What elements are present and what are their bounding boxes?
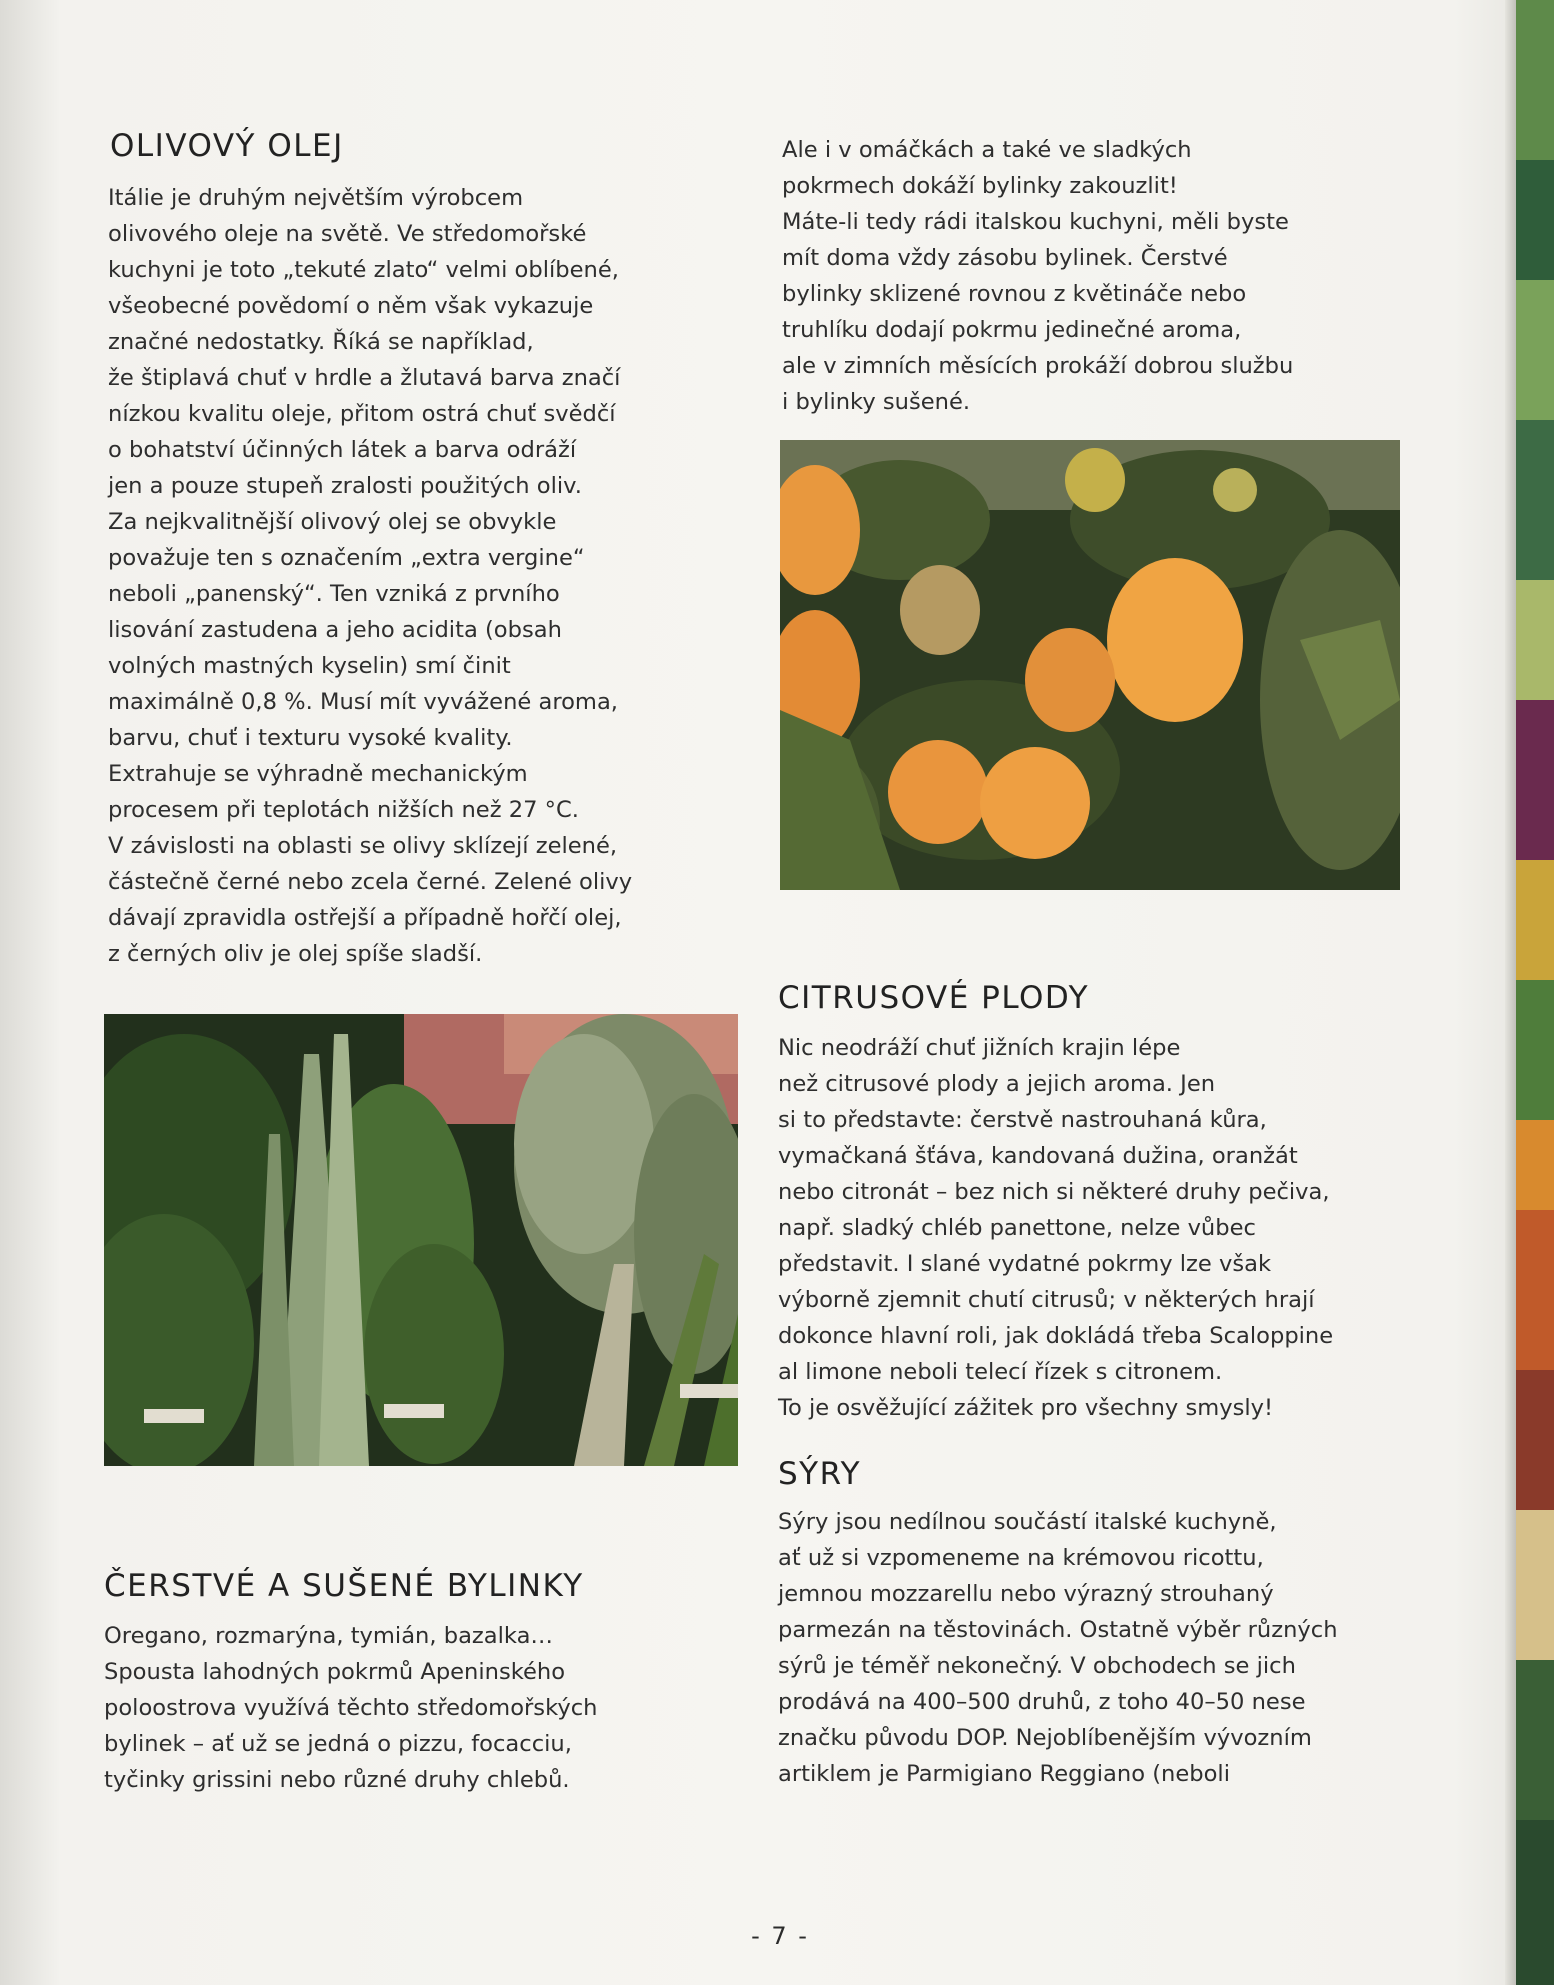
herbs-text (104, 1618, 597, 1798)
text-line: sýrů je téměř nekonečný. V obchodech se jich (778, 1653, 1296, 1679)
text-line: dokonce hlavní roli, jak dokládá třeba Scaloppine (778, 1323, 1334, 1349)
text-line: i bylinky sušené. (782, 389, 971, 415)
text-line: bylinky sklizené rovnou z květináče nebo (782, 281, 1247, 307)
page-number: - 7 - (751, 1922, 809, 1950)
text-line: než citrusové plody a jejich aroma. Jen (778, 1071, 1216, 1097)
text-line: Spousta lahodných pokrmů Apeninského (104, 1659, 566, 1685)
cheese-heading: SÝRY (778, 1456, 862, 1492)
text-line: To je osvěžující zážitek pro všechny smysly! (778, 1395, 1274, 1421)
text-line: olivového oleje na světě. Ve středomořské (108, 221, 587, 247)
text-line: Sýry jsou nedílnou součástí italské kuchyně, (778, 1509, 1277, 1535)
olive-oil-heading: OLIVOVÝ OLEJ (110, 128, 344, 164)
herbs-heading: ČERSTVÉ A SUŠENÉ BYLINKY (104, 1568, 584, 1604)
text-line: dávají zpravidla ostřejší a případně hořčí olej, (108, 905, 622, 931)
text-line: Máte-li tedy rádi italskou kuchyni, měli byste (782, 209, 1289, 235)
text-line: Za nejkvalitnější olivový olej se obvykle (108, 509, 557, 535)
text-line: poloostrova využívá těchto středomořských (104, 1695, 598, 1721)
text-line: Extrahuje se výhradně mechanickým (108, 761, 528, 787)
citrus-text (778, 1030, 1333, 1426)
text-line: nízkou kvalitu oleje, přitom ostrá chuť svědčí (108, 401, 616, 427)
text-line: nebo citronát – bez nich si některé druhy pečiva, (778, 1179, 1330, 1205)
text-line: o bohatství účinných látek a barva odráží (108, 437, 577, 463)
text-line: že štiplavá chuť v hrdle a žlutavá barva značí (108, 365, 621, 391)
herbs-photo (104, 1014, 738, 1466)
text-line: částečně černé nebo zcela černé. Zelené olivy (108, 869, 633, 895)
citrus-heading: CITRUSOVÉ PLODY (778, 980, 1090, 1016)
text-line: např. sladký chléb panettone, nelze vůbec (778, 1215, 1256, 1241)
text-line: výborně zjemnit chutí citrusů; v některých hrají (778, 1287, 1315, 1313)
text-line: neboli „panenský“. Ten vzniká z prvního (108, 581, 560, 607)
text-line: značku původu DOP. Nejoblíbenějším vývozním (778, 1725, 1312, 1751)
citrus-photo (780, 440, 1400, 890)
text-line: jemnou mozzarellu nebo výrazný strouhaný (778, 1581, 1274, 1607)
text-line: si to představte: čerstvě nastrouhaná kůra, (778, 1107, 1267, 1133)
text-line: z černých oliv je olej spíše sladší. (108, 941, 483, 967)
text-line: Ale i v omáčkách a také ve sladkých (782, 137, 1192, 163)
text-line: mít doma vždy zásobu bylinek. Čerstvé (782, 245, 1228, 271)
text-line: barvu, chuť i texturu vysoké kvality. (108, 725, 513, 751)
text-line: představit. I slané vydatné pokrmy lze však (778, 1251, 1272, 1277)
olive-oil-text (108, 180, 632, 972)
text-line: ale v zimních měsících prokáží dobrou službu (782, 353, 1294, 379)
text-line: všeobecné povědomí o něm však vykazuje (108, 293, 594, 319)
text-line: ať už si vzpomeneme na krémovou ricottu, (778, 1545, 1264, 1571)
text-line: prodává na 400–500 druhů, z toho 40–50 nese (778, 1689, 1306, 1715)
text-line: značné nedostatky. Říká se například, (108, 329, 534, 355)
text-line: Nic neodráží chuť jižních krajin lépe (778, 1035, 1181, 1061)
text-line: V závislosti na oblasti se olivy sklízejí zelené, (108, 833, 618, 859)
text-line: al limone neboli telecí řízek s citronem. (778, 1359, 1223, 1385)
text-line: tyčinky grissini nebo různé druhy chlebů. (104, 1767, 570, 1793)
cover-artwork-strip (1516, 0, 1554, 1985)
text-line: vymačkaná šťáva, kandovaná dužina, oranžát (778, 1143, 1298, 1169)
text-line: bylinek – ať už se jedná o pizzu, focacciu, (104, 1731, 572, 1757)
herbs-text-continued (782, 132, 1293, 420)
text-line: považuje ten s označením „extra vergine“ (108, 545, 585, 571)
text-line: jen a pouze stupeň zralosti použitých oliv. (108, 473, 582, 499)
text-line: pokrmech dokáží bylinky zakouzlit! (782, 173, 1178, 199)
text-line: maximálně 0,8 %. Musí mít vyvážené aroma, (108, 689, 618, 715)
text-line: artiklem je Parmigiano Reggiano (neboli (778, 1761, 1230, 1787)
text-line: truhlíku dodají pokrmu jedinečné aroma, (782, 317, 1242, 343)
text-line: parmezán na těstovinách. Ostatně výběr různých (778, 1617, 1338, 1643)
text-line: Oregano, rozmarýna, tymián, bazalka… (104, 1623, 554, 1649)
cheese-text (778, 1504, 1338, 1792)
text-line: volných mastných kyselin) smí činit (108, 653, 511, 679)
text-line: lisování zastudena a jeho acidita (obsah (108, 617, 562, 643)
text-line: procesem při teplotách nižších než 27 °C. (108, 797, 579, 823)
text-line: Itálie je druhým největším výrobcem (108, 185, 524, 211)
text-line: kuchyni je toto „tekuté zlato“ velmi oblíbené, (108, 257, 619, 283)
